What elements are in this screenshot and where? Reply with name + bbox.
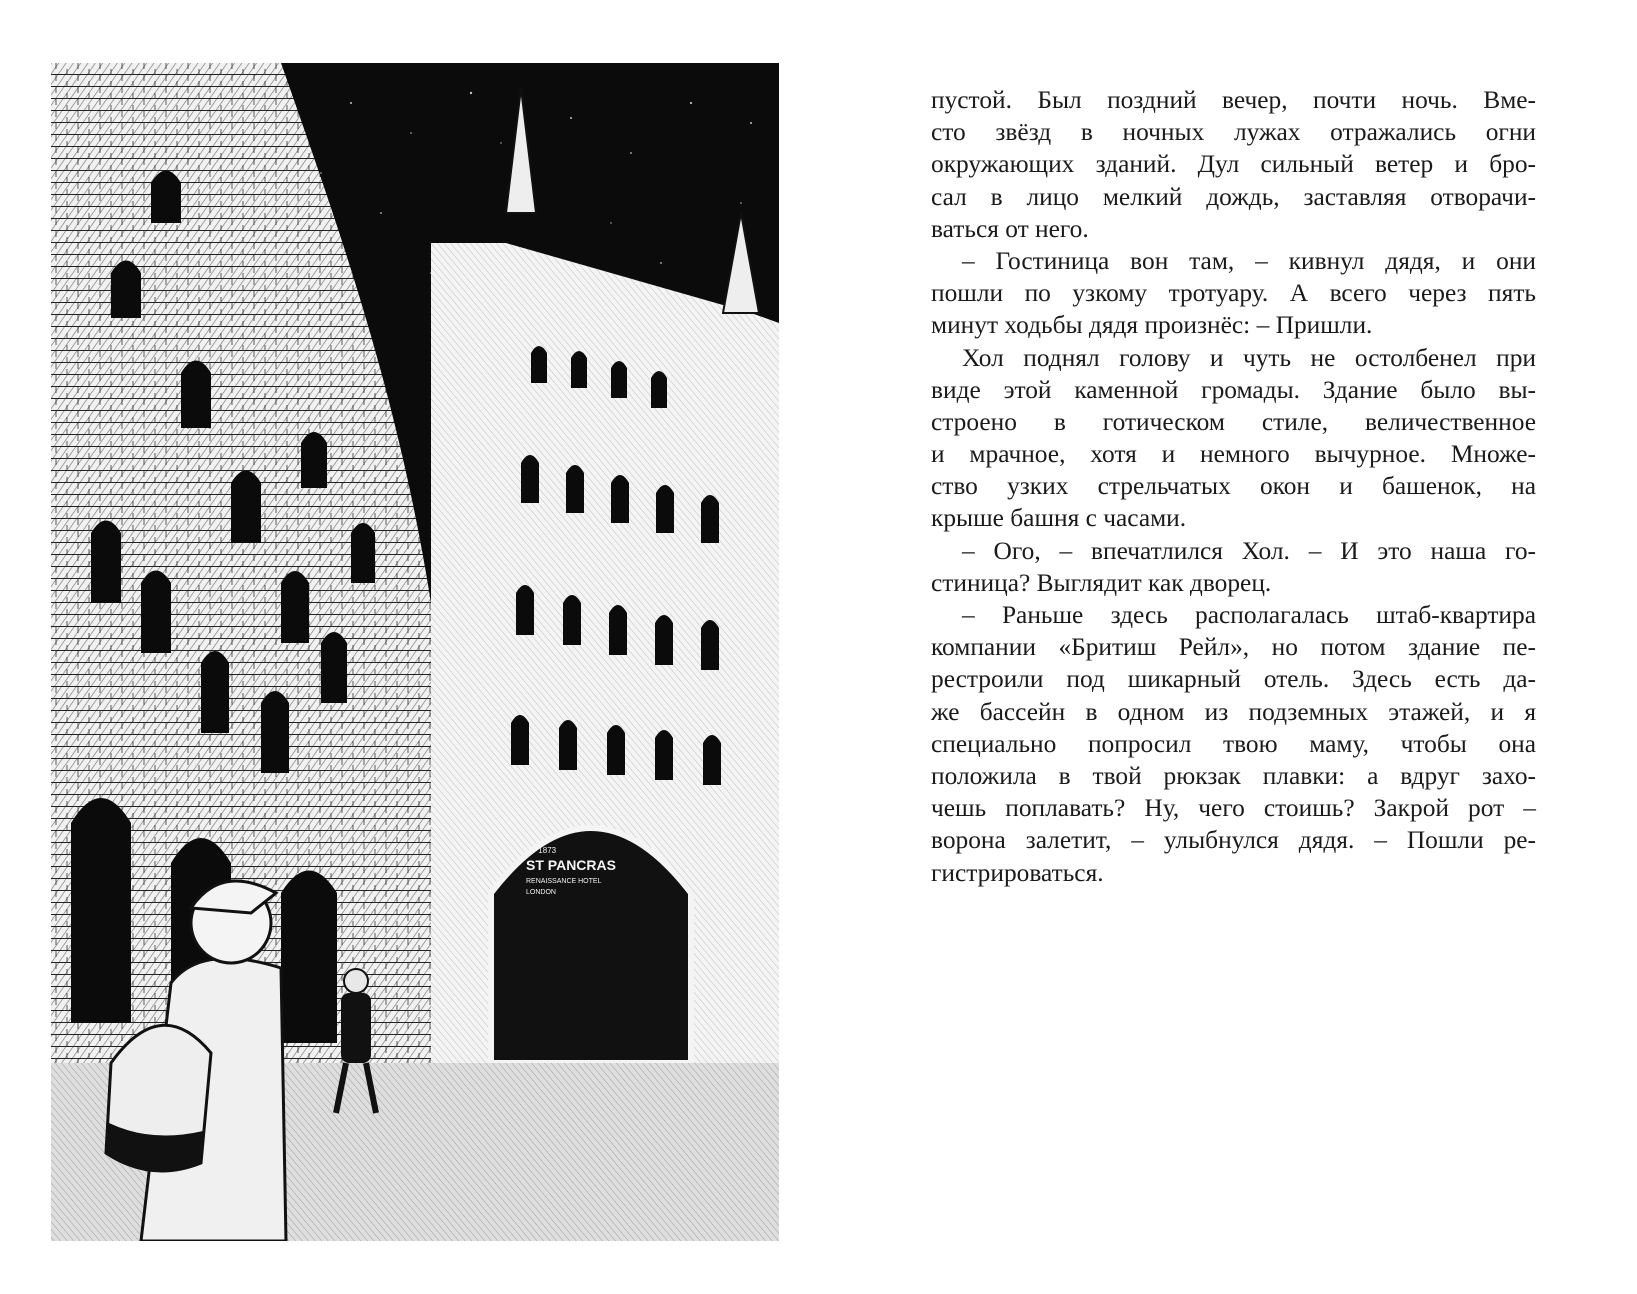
text-line: специально попросил твою маму, чтобы она	[931, 729, 1536, 758]
sign-line-2: ST PANCRAS	[526, 857, 616, 873]
text-line: – Раньше здесь располагалась штаб-квартира	[962, 601, 1536, 629]
text-line: строено в готическом стиле, величественное	[931, 407, 1536, 436]
text-line: пошли по узкому тротуару. А всего через пять	[931, 279, 1536, 308]
text-line: – Гостиница вон там, – кивнул дядя, и они	[962, 246, 1536, 275]
text-line: Хол поднял голову и чуть не остолбенел при	[962, 343, 1536, 372]
text-line: ваться от него.	[931, 214, 1089, 243]
sign-line-3: RENAISSANCE HOTEL	[526, 878, 602, 885]
text-line: и мрачное, хотя и немного вычурное. Множе-	[931, 440, 1536, 469]
text-line: стиница? Выглядит как дворец.	[931, 568, 1272, 597]
text-line: – Ого, – впечатлился Хол. – И это наша го-	[962, 536, 1536, 565]
text-line: окружающих зданий. Дул сильный ветер и бро-	[931, 150, 1536, 179]
text-line: сто звёзд в ночных лужах отражались огни	[931, 118, 1536, 147]
text-line: виде этой каменной громады. Здание было вы-	[931, 375, 1536, 404]
text-line: ство узких стрельчатых окон и башенок, на	[931, 472, 1536, 501]
text-line: рестроили под шикарный отель. Здесь есть да-	[931, 665, 1536, 694]
text-page	[931, 84, 1536, 889]
text-line: положила в твой рюкзак плавки: а вдруг захо-	[931, 761, 1536, 790]
text-line: же бассейн в одном из подземных этажей, и я	[931, 697, 1536, 726]
text-line: ворона залетит, – улыбнулся дядя. – Пошли ре-	[931, 826, 1536, 855]
text-line: крыше башня с часами.	[931, 504, 1187, 533]
sign-line-1: ST 1873	[526, 846, 557, 855]
text-line: компании «Бритиш Рейл», но потом здание пе-	[931, 633, 1536, 662]
illustration	[51, 63, 779, 1241]
text-line: гистрироваться.	[931, 858, 1104, 887]
text-line: чешь поплавать? Ну, чего стоишь? Закрой рот –	[931, 794, 1536, 823]
text-line: минут ходьбы дядя произнёс: – Пришли.	[931, 311, 1373, 340]
sign-line-4: LONDON	[526, 889, 556, 896]
text-line: пустой. Был поздний вечер, почти ночь. Вме-	[931, 86, 1536, 114]
text-line: сал в лицо мелкий дождь, заставляя отворачи-	[931, 182, 1536, 211]
hotel-night-illustration	[51, 63, 779, 1241]
